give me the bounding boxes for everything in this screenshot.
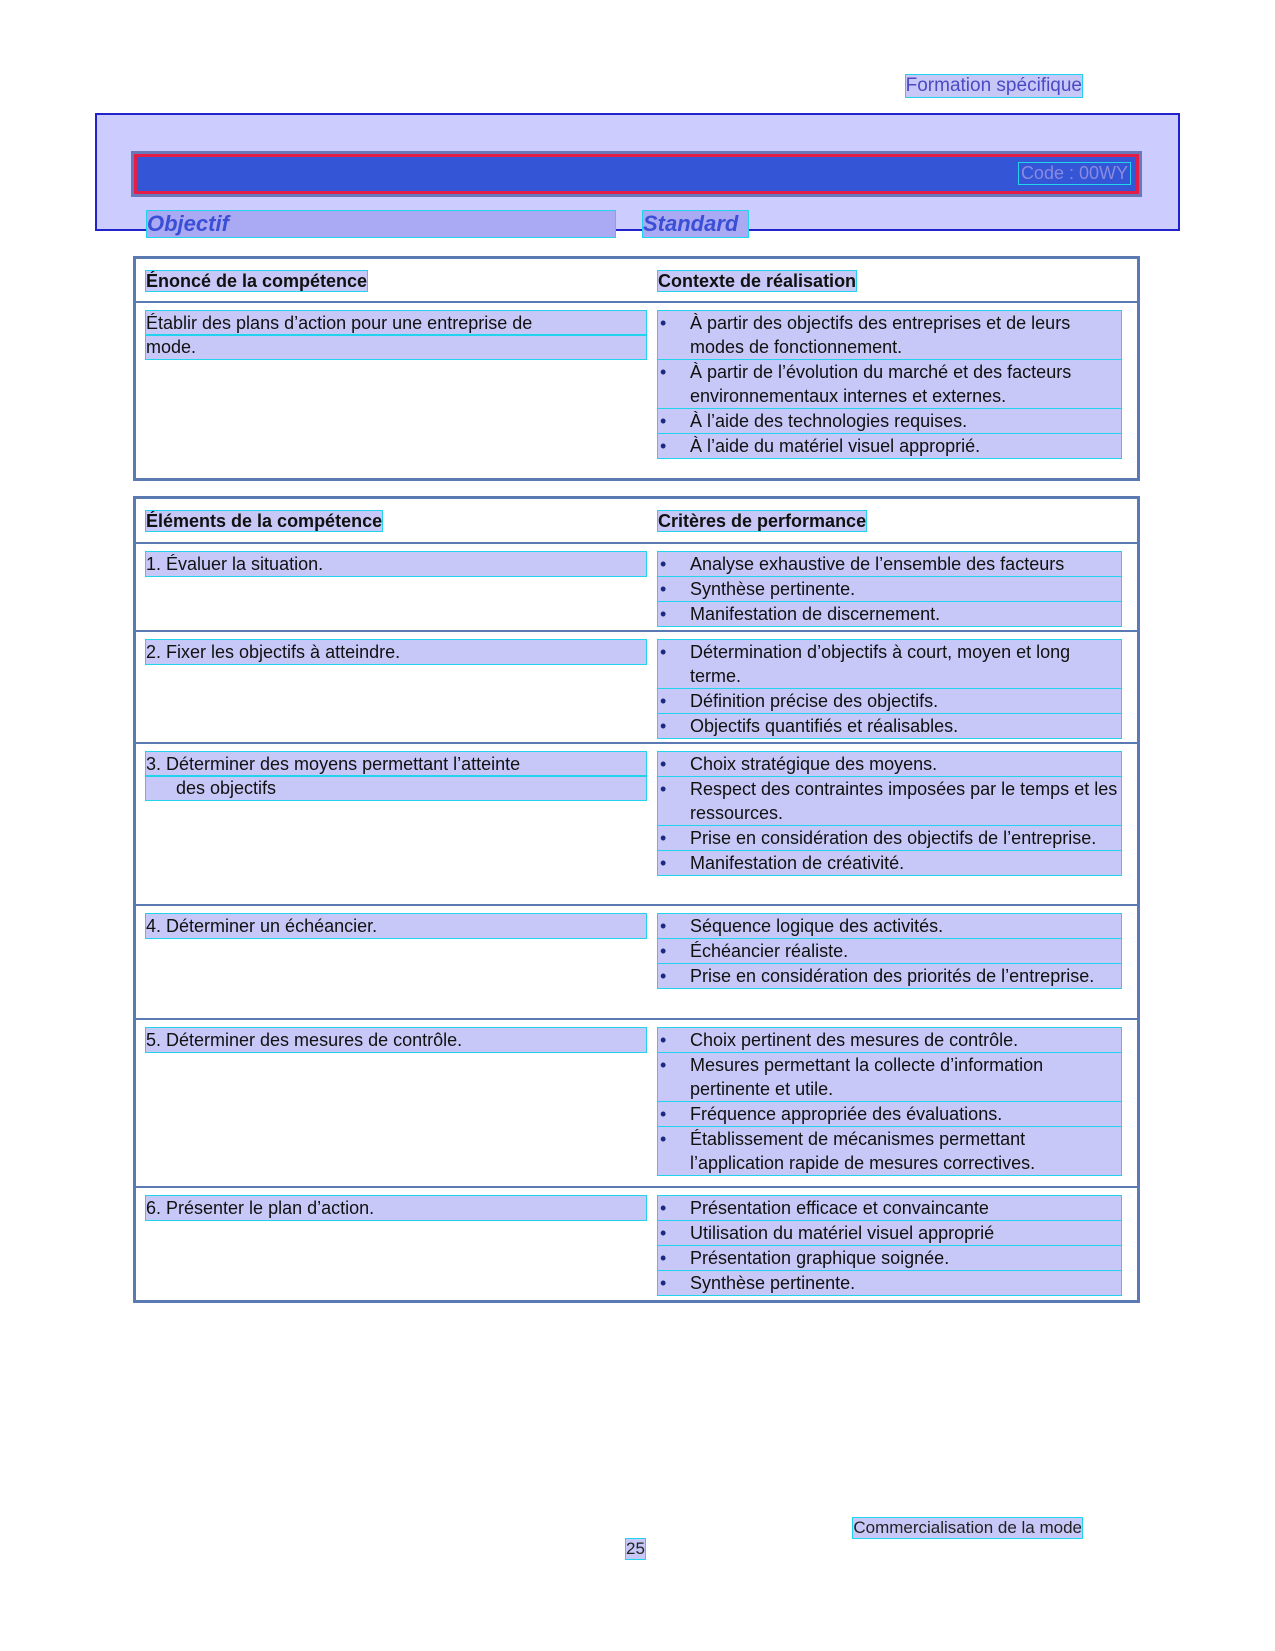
criterion: • Analyse exhaustive de l’ensemble des facteurs bbox=[658, 552, 1121, 576]
criterion: • Objectifs quantifiés et réalisables. bbox=[658, 714, 1121, 738]
statement-text: Établir des plans d’action pour une entreprise de bbox=[146, 311, 646, 335]
element-6: 6. Présenter le plan d’action. bbox=[146, 1196, 646, 1220]
footer-program: Commercialisation de la mode bbox=[853, 1518, 1082, 1537]
criterion: • Définition précise des objectifs. bbox=[658, 689, 1121, 713]
element-1: 1. Évaluer la situation. bbox=[146, 552, 646, 576]
context-item: • À l’aide des technologies requises. bbox=[658, 409, 1121, 433]
competency-banner bbox=[95, 113, 1180, 236]
context-item: • À partir des objectifs des entreprises et de leurs modes de fonctionnement. bbox=[658, 311, 1121, 359]
criterion: • Manifestation de discernement. bbox=[658, 602, 1121, 626]
criterion: • Échéancier réaliste. bbox=[658, 939, 1121, 963]
criterion: • Fréquence appropriée des évaluations. bbox=[658, 1102, 1121, 1126]
statement-table bbox=[133, 256, 1140, 481]
criterion: • Prise en considération des objectifs de l’entreprise. bbox=[658, 826, 1121, 850]
criterion: • Synthèse pertinente. bbox=[658, 577, 1121, 601]
criterion: • Utilisation du matériel visuel approprié bbox=[658, 1221, 1121, 1245]
criterion: • Prise en considération des priorités de l’entreprise. bbox=[658, 964, 1121, 988]
criterion: • Établissement de mécanismes permettant l’application rapide de mesures correctives. bbox=[658, 1127, 1121, 1175]
criterion: • Présentation graphique soignée. bbox=[658, 1246, 1121, 1270]
criterion: • Manifestation de créativité. bbox=[658, 851, 1121, 875]
page-number: 25 bbox=[626, 1539, 645, 1558]
criterion: • Synthèse pertinente. bbox=[658, 1271, 1121, 1295]
criteria-header: Critères de performance bbox=[658, 511, 867, 531]
criterion: • Présentation efficace et convaincante bbox=[658, 1196, 1121, 1220]
criterion: • Détermination d’objectifs à court, moyen et long terme. bbox=[658, 640, 1121, 688]
element-2: 2. Fixer les objectifs à atteindre. bbox=[146, 640, 646, 664]
elements-header: Éléments de la compétence bbox=[146, 511, 383, 531]
element-4: 4. Déterminer un échéancier. bbox=[146, 914, 646, 938]
criteria-list bbox=[658, 552, 1121, 626]
context-item: • À l’aide du matériel visuel approprié. bbox=[658, 434, 1121, 458]
statement-text: mode. bbox=[146, 335, 646, 359]
element-3-continued: des objectifs bbox=[146, 776, 646, 800]
running-header: Formation spécifique bbox=[905, 75, 1082, 96]
criteria-list bbox=[658, 914, 1121, 988]
criterion: • Choix stratégique des moyens. bbox=[658, 752, 1121, 776]
criteria-list bbox=[658, 640, 1121, 738]
criteria-list bbox=[658, 1196, 1121, 1295]
performance-table bbox=[133, 496, 1140, 1303]
standard-label: Standard bbox=[643, 211, 748, 237]
criterion: • Respect des contraintes imposées par le temps et les ressources. bbox=[658, 777, 1121, 825]
context-header: Contexte de réalisation bbox=[658, 271, 857, 291]
competency-code: Code : 00WY bbox=[1020, 163, 1128, 183]
code-bar bbox=[134, 154, 1139, 194]
statement-header: Énoncé de la compétence bbox=[146, 271, 368, 291]
criterion: • Mesures permettant la collecte d’information pertinente et utile. bbox=[658, 1053, 1121, 1101]
criterion: • Séquence logique des activités. bbox=[658, 914, 1121, 938]
criterion: • Choix pertinent des mesures de contrôle. bbox=[658, 1028, 1121, 1052]
element-5: 5. Déterminer des mesures de contrôle. bbox=[146, 1028, 646, 1052]
element-3: 3. Déterminer des moyens permettant l’atteinte bbox=[146, 752, 646, 776]
context-item: • À partir de l’évolution du marché et des facteurs environnementaux internes et externes. bbox=[658, 360, 1121, 408]
criteria-list bbox=[658, 1028, 1121, 1175]
context-list bbox=[658, 311, 1121, 458]
objective-label: Objectif bbox=[147, 211, 615, 237]
criteria-list bbox=[658, 752, 1121, 875]
